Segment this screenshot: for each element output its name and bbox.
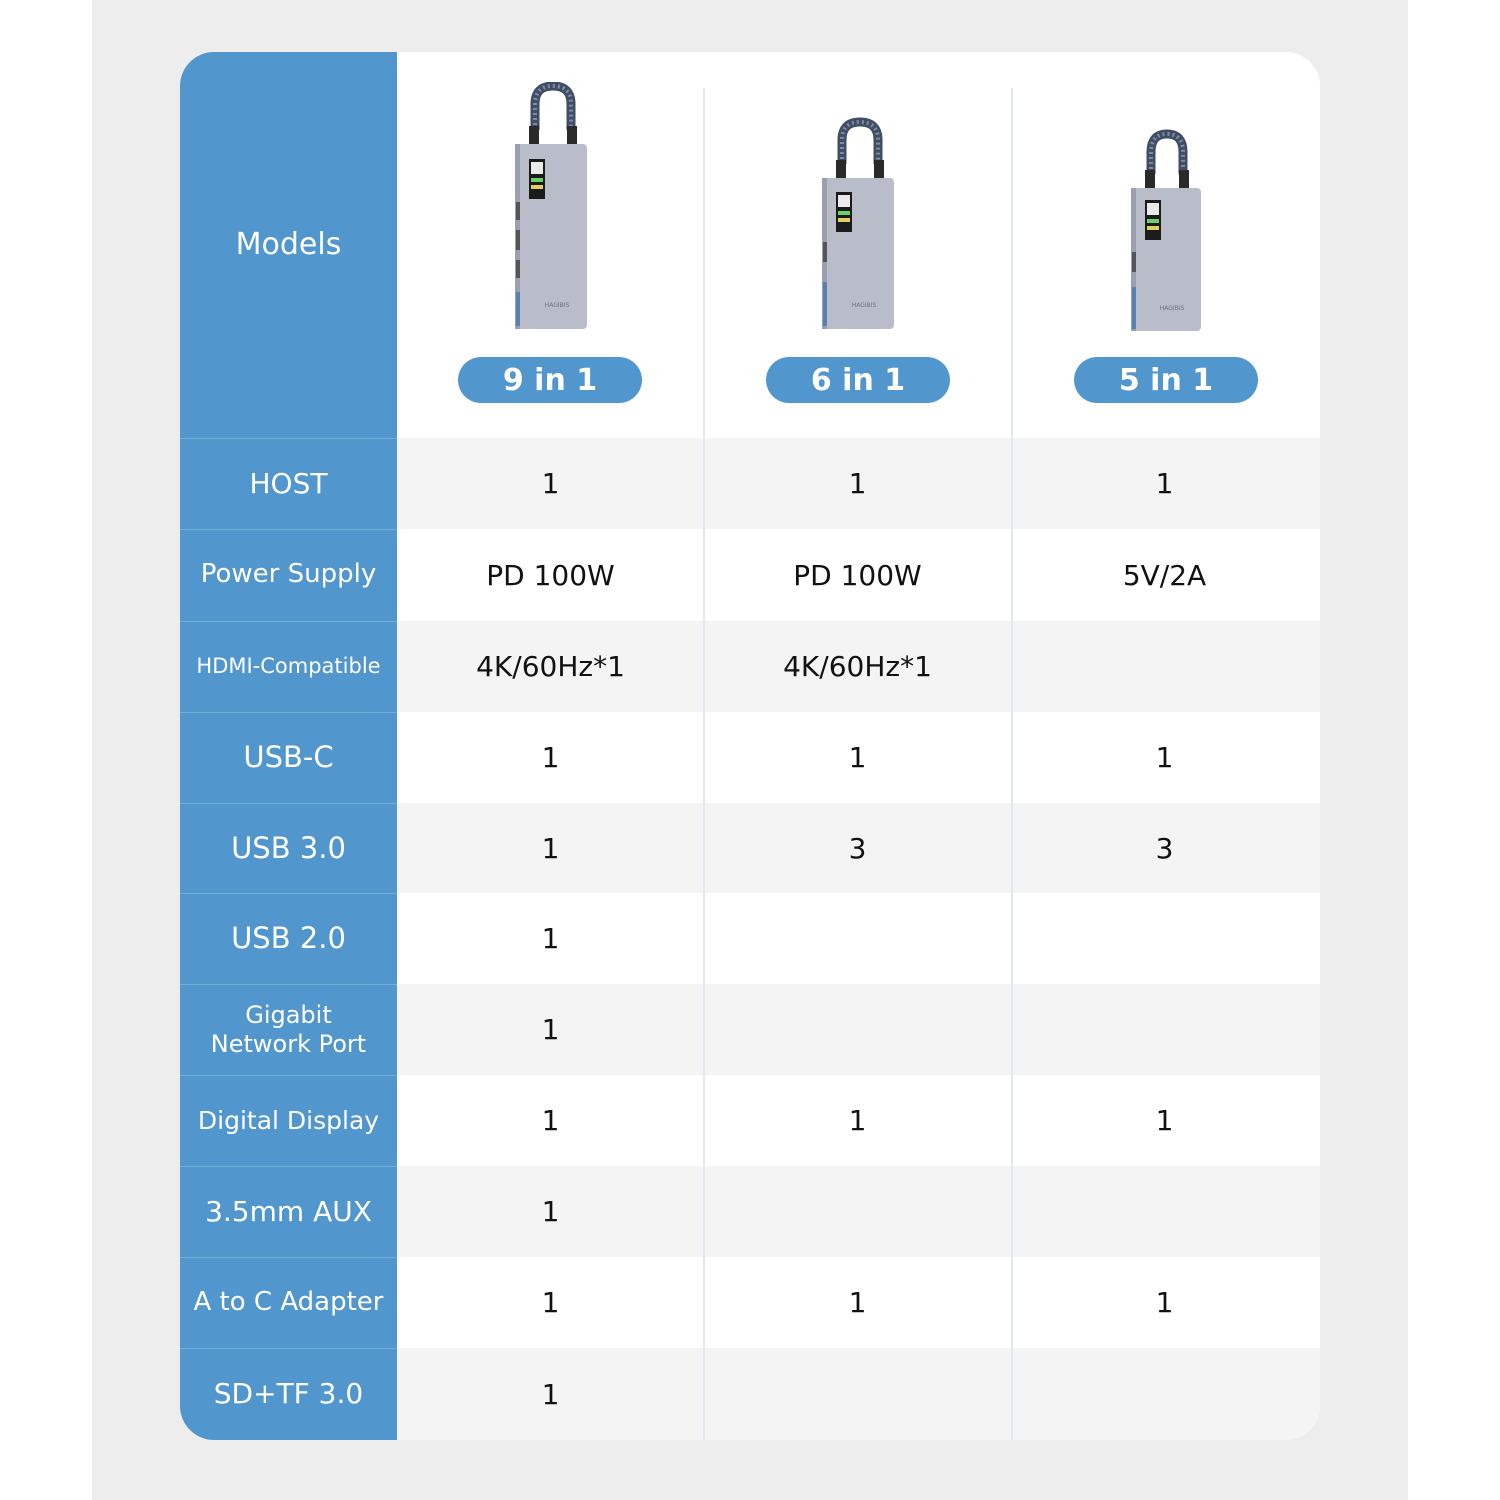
spec-cell	[704, 1166, 1011, 1257]
row-label: HOST	[249, 466, 328, 500]
row-label: Power Supply	[200, 559, 377, 590]
spec-cell: 1	[1155, 1286, 1174, 1319]
row-label: HDMI-Compatible	[196, 653, 381, 678]
model-badge-9in1: 9 in 1	[458, 357, 642, 403]
spec-cell: 1	[541, 467, 560, 500]
spec-cell	[1011, 893, 1318, 984]
spec-cell: 4K/60Hz*1	[783, 650, 932, 683]
spec-cell: 1	[848, 1104, 867, 1137]
row-label: SD+TF 3.0	[213, 1377, 364, 1411]
spec-cell: 1	[541, 741, 560, 774]
spec-cell	[1011, 1348, 1318, 1440]
row-label: Digital Display	[197, 1105, 380, 1135]
spec-cell: 5V/2A	[1122, 558, 1207, 592]
device-brand-5in1: HAGIBIS	[1159, 305, 1185, 312]
spec-cell: 1	[541, 831, 560, 865]
spec-cell: 4K/60Hz*1	[476, 650, 625, 683]
comparison-table	[180, 52, 1320, 1440]
spec-cell	[704, 1348, 1011, 1440]
spec-cell: 1	[541, 1195, 560, 1228]
row-label: A to C Adapter	[193, 1286, 384, 1317]
spec-cell	[704, 893, 1011, 984]
spec-cell: 1	[848, 741, 867, 774]
spec-cell: 1	[541, 1377, 560, 1411]
spec-cell: 1	[541, 1104, 560, 1137]
row-label: USB 3.0	[231, 830, 346, 865]
spec-cell: 3	[1155, 831, 1174, 865]
spec-cell: 1	[541, 1013, 560, 1046]
spec-cell: PD 100W	[486, 558, 615, 592]
row-label: USB-C	[243, 740, 334, 775]
spec-cell: 1	[848, 1286, 867, 1319]
device-brand-9in1: HAGIBIS	[544, 302, 570, 309]
spec-cell	[1011, 1166, 1318, 1257]
spec-cell: 3	[848, 831, 867, 865]
spec-cell: 1	[541, 1286, 560, 1319]
models-header-label: Models	[235, 227, 342, 262]
spec-cell: 1	[1155, 1104, 1174, 1137]
spec-cell	[704, 984, 1011, 1075]
spec-cell: 1	[1155, 741, 1174, 774]
row-label: 3.5mm AUX	[205, 1194, 372, 1228]
row-label: USB 2.0	[231, 921, 346, 956]
product-image-5in1	[1011, 82, 1318, 377]
spec-cell	[1011, 984, 1318, 1075]
spec-cell: PD 100W	[793, 558, 922, 592]
model-badge-5in1: 5 in 1	[1074, 357, 1258, 403]
spec-cell: 1	[1155, 467, 1174, 500]
spec-cell	[1011, 621, 1318, 712]
product-image-6in1	[704, 82, 1011, 377]
product-image-9in1	[397, 82, 704, 377]
spec-cell: 1	[541, 922, 560, 955]
spec-cell: 1	[848, 467, 867, 500]
row-label: Gigabit Network Port	[210, 1000, 367, 1058]
device-brand-6in1: HAGIBIS	[851, 302, 877, 309]
model-badge-6in1: 6 in 1	[766, 357, 950, 403]
feature-label-column	[180, 52, 397, 1440]
